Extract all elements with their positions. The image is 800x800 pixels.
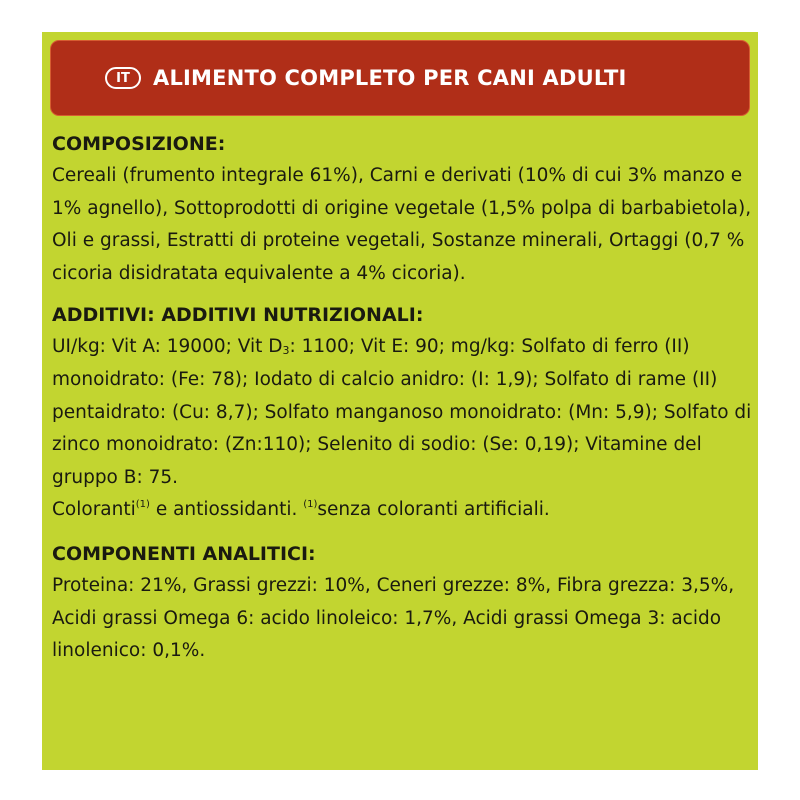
header-banner xyxy=(50,40,750,116)
additives-text-b: : 1100; Vit E: 90; mg/kg: Solfato di ferro (II) monoidrato: (Fe: 78); Iodato di calcio anidro: (I: 1,9); Solfato di rame (II) pentaidrato: (Cu: 8,7); Solfato manganoso monoidrato: (Mn: 5,9); Solfato di zinco monoidrato: (Zn:110); Selenito di sodio: (Se: 0,19); Vitamine del gruppo B: 75. xyxy=(52,336,752,488)
footnote-marker: (1) xyxy=(303,499,318,511)
language-badge: IT xyxy=(105,67,141,89)
label-content xyxy=(52,128,752,668)
colorants-text-c: senza coloranti artificiali. xyxy=(317,499,550,521)
additives-title: ADDITIVI: ADDITIVI NUTRIZIONALI: xyxy=(52,304,424,327)
analytical-text: Proteina: 21%, Grassi grezzi: 10%, Ceneri grezze: 8%, Fibra grezza: 3,5%, Acidi grassi Omega 6: acido linoleico: 1,7%, Acidi grassi Omega 3: acido linolenico: 0,1%. xyxy=(52,574,735,662)
additives-text-a: UI/kg: Vit A: 19000; Vit D xyxy=(52,336,283,358)
additives-text xyxy=(52,331,752,494)
composition-title: COMPOSIZIONE: xyxy=(52,133,226,155)
vitamin-d-subscript: 3 xyxy=(282,344,290,358)
header-title: ALIMENTO COMPLETO PER CANI ADULTI xyxy=(153,66,627,90)
colorants-note xyxy=(52,494,752,527)
analytical-title: COMPONENTI ANALITICI: xyxy=(52,542,316,565)
label-panel xyxy=(42,32,758,770)
colorants-text-b: e antiossidanti. xyxy=(149,499,304,521)
composition-text: Cereali (frumento integrale 61%), Carni e derivati (10% di cui 3% manzo e 1% agnello), Sottoprodotti di origine vegetale (1,5% polpa di barbabietola), Oli e grassi, Estratti di proteine vegetali, Sostanze minerali, Ortaggi (0,7 % cicoria disidratata equivalente a 4% cicoria). xyxy=(52,165,752,284)
footnote-marker: (1) xyxy=(135,499,150,511)
colorants-text-a: Coloranti xyxy=(52,499,136,521)
